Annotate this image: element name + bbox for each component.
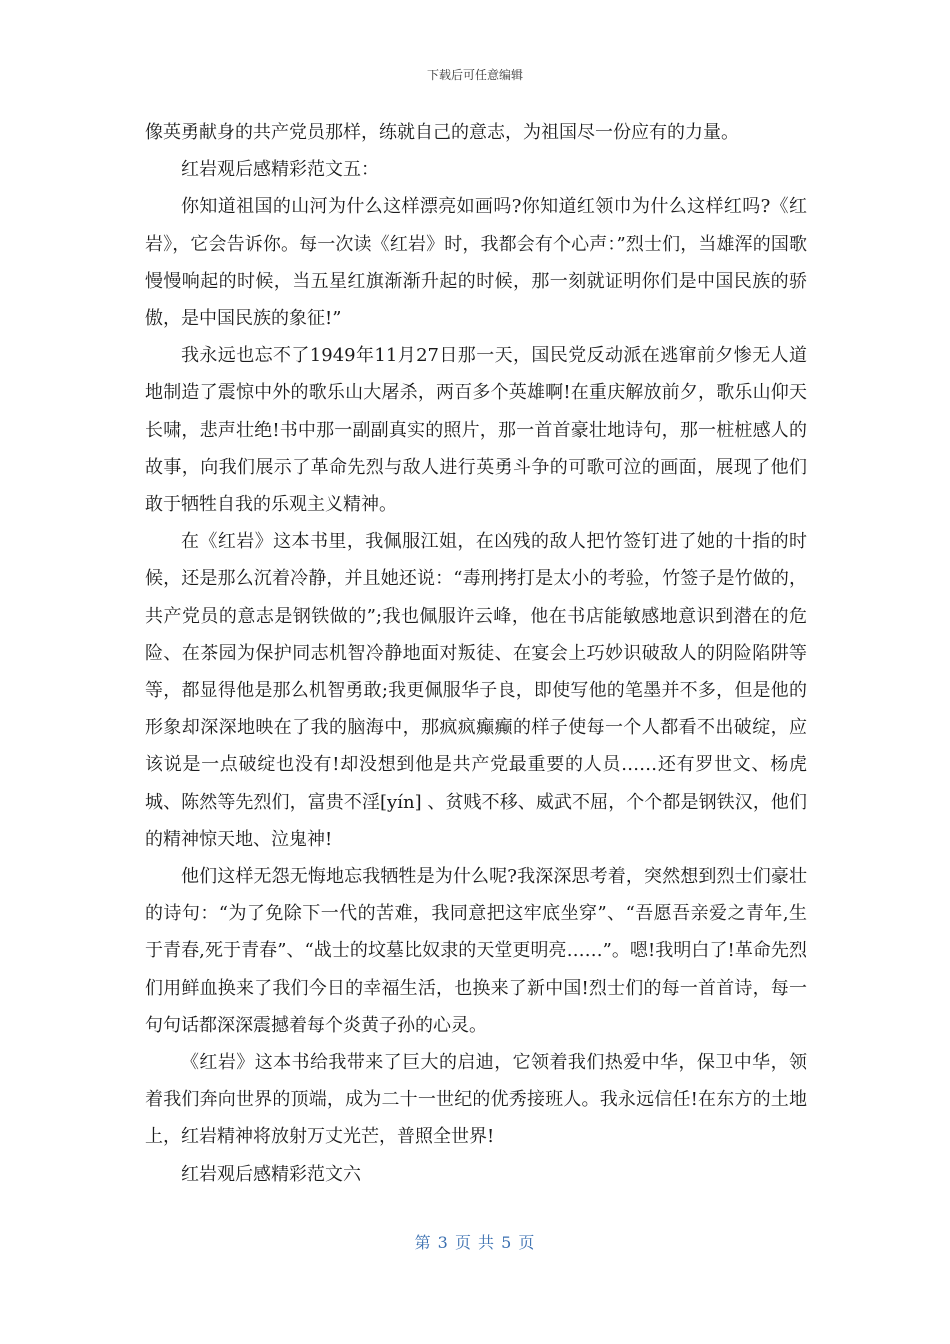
page-footer: 第 3 页 共 5 页 (414, 1233, 536, 1252)
paragraph: 像英勇献身的共产党员那样，练就自己的意志，为祖国尽一份应有的力量。 (145, 122, 739, 143)
page-header: 下载后可任意编辑 (426, 68, 523, 82)
paragraph: 我永远也忘不了1949年11月27日那一天，国民党反动派在逃窜前夕惨无人道地制造了震惊中外的歌乐山大屠杀，两百多个英雄啊!在重庆解放前夕，歌乐山仰天长啸，悲声壮绝!书中那一副副真实的照片，那一首首豪壮地诗句，那一桩桩感人的故事，向我们展示了革命先烈与敌人进行英勇斗争的可歌可泣的画面，展现了他们敢于牺牲自我的乐观主义精神。 (145, 345, 807, 516)
paragraph: 他们这样无怨无悔地忘我牺牲是为什么呢?我深深思考着，突然想到烈士们豪壮的诗句：“为了免除下一代的苦难，我同意把这牢底坐穿”、“吾愿吾亲爱之青年,生于青春,死于青春”、“战士的坟墓比奴隶的天堂更明亮……”。嗯!我明白了!革命先烈们用鲜血换来了我们今日的幸福生活，也换来了新中国!烈士们的每一首首诗，每一句句话都深深震撼着每个炎黄子孙的心灵。 (145, 866, 807, 1036)
paragraph: 你知道祖国的山河为什么这样漂亮如画吗?你知道红领巾为什么这样红吗?《红岩》，它会告诉你。每一次读《红岩》时，我都会有个心声：”烈士们，当雄浑的国歌慢慢响起的时候，当五星红旗渐渐升起的时候，那一刻就证明你们是中国民族的骄傲，是中国民族的象征!” (145, 196, 807, 330)
paragraph: 《红岩》这本书给我带来了巨大的启迪，它领着我们热爱中华，保卫中华，领着我们奔向世界的顶端，成为二十一世纪的优秀接班人。我永远信任!在东方的土地上，红岩精神将放射万丈光芒，普照全世界! (145, 1052, 807, 1148)
document-body (145, 114, 807, 1193)
section-heading: 红岩观后感精彩范文五： (181, 159, 379, 181)
paragraph: 在《红岩》这本书里，我佩服江姐，在凶残的敌人把竹签钉进了她的十指的时候，还是那么沉着冷静，并且她还说：“毒刑拷打是太小的考验，竹签子是竹做的，共产党员的意志是钢铁做的”;我也佩服许云峰，他在书店能敏感地意识到潜在的危险、在茶园为保护同志机智冷静地面对叛徒、在宴会上巧妙识破敌人的阴险陷阱等等，都显得他是那么机智勇敢;我更佩服华子良，即使写他的笔墨并不多，但是他的形象却深深地映在了我的脑海中，那疯疯癫癫的样子使每一个人都看不出破绽，应该说是一点破绽也没有!却没想到他是共产党最重要的人员……还有罗世文、杨虎城、陈然等先烈们，富贵不淫[yín] 、贫贱不移、威武不屈，个个都是钢铁汉，他们的精神惊天地、泣鬼神! (145, 531, 807, 850)
section-heading: 红岩观后感精彩范文六 (181, 1163, 361, 1185)
